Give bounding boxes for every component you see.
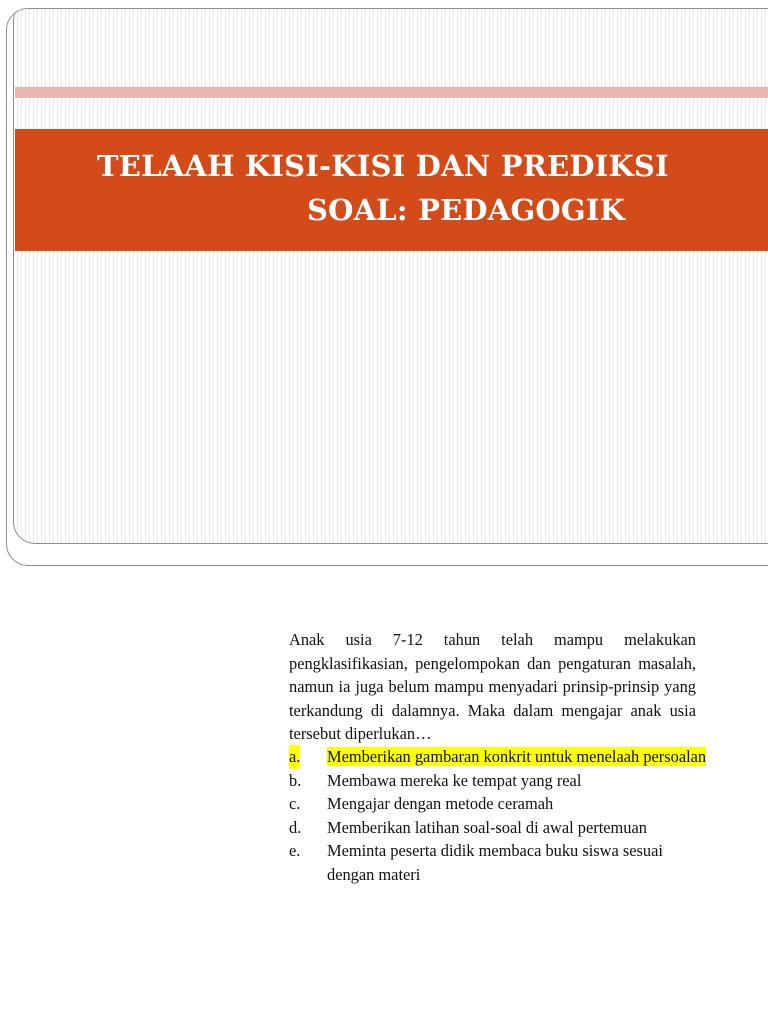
question-block — [289, 628, 696, 746]
option-a — [289, 745, 709, 769]
accent-bar — [15, 87, 768, 98]
option-c-letter: c. — [289, 794, 301, 813]
option-d — [289, 816, 709, 840]
answer-options — [289, 745, 709, 886]
question-text: Anak usia 7-12 tahun telah mampu melakukan pengklasifikasian, pengelompokan dan pengaturan masalah, namun ia juga belum mampu menyadari prinsip-prinsip yang terkandung di dalamnya. Maka dalam mengajar anak usia tersebut diperlukan… — [289, 630, 696, 743]
option-c-text: Mengajar dengan metode ceramah — [327, 794, 554, 813]
option-a-letter: a. — [289, 745, 300, 769]
option-b-letter: b. — [289, 770, 302, 790]
slide-title-line-1: TELAAH KISI-KISI DAN PREDIKSI — [97, 149, 669, 183]
option-c — [289, 792, 709, 816]
option-d-text: Memberikan latihan soal-soal di awal pertemuan — [327, 817, 647, 837]
slide-title-line-2: SOAL: PEDAGOGIK — [307, 193, 626, 227]
option-e-letter: e. — [289, 841, 301, 860]
option-b — [289, 769, 709, 793]
option-d-letter: d. — [289, 817, 302, 837]
title-band — [15, 129, 768, 251]
option-b-text: Membawa mereka ke tempat yang real — [327, 770, 582, 790]
title-slide — [6, 8, 768, 566]
option-a-text: Memberikan gambaran konkrit untuk menelaah persoalan — [327, 747, 707, 766]
option-e — [289, 839, 709, 886]
option-e-text: Meminta peserta didik membaca buku siswa sesuai dengan materi — [327, 841, 663, 884]
